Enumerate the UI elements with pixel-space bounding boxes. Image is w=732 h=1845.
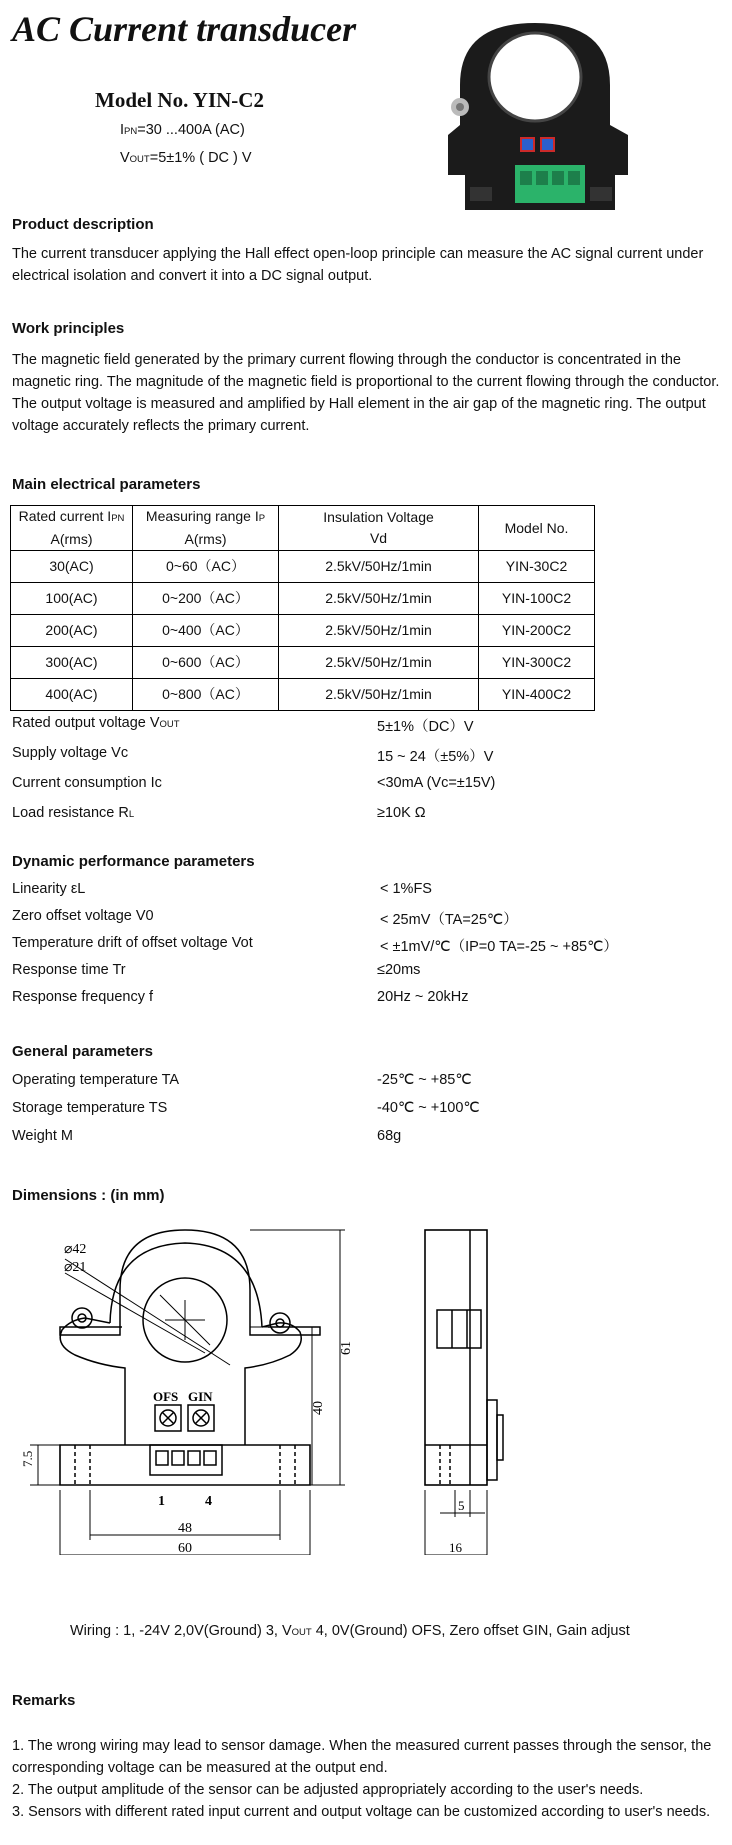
param-value: -40℃ ~ +100℃ [377, 1100, 480, 1116]
table-row: 400(AC) 0~800（AC） 2.5kV/50Hz/1min YIN-400C2 [11, 679, 595, 711]
work-principles-text: The magnetic field generated by the primary current flowing through the conductor is concentrated in the magnetic ring. The magnitude of the magnetic field is proportional to the current flowing through the conductor. The output voltage is measured and amplified by Hall element in the air gap of the magnetic ring. The output voltage accurately reflects the primary current. [12, 352, 720, 434]
wiring-text: Wiring : 1, -24V 2,0V(Ground) 3, VOUT 4, 0V(Ground) OFS, Zero offset GIN, Gain adjust [70, 1623, 630, 1639]
dimensions-drawing [0, 1205, 732, 1555]
pin-label: 1 [158, 1494, 165, 1509]
dim-label: ⌀21 [64, 1260, 87, 1275]
dim-label: 48 [178, 1521, 192, 1536]
param-label: Response time Tr [12, 962, 126, 978]
remark-item: 1. The wrong wiring may lead to sensor damage. When the measured current passes through the sensor, the corresponding voltage can be measured at the output end. [12, 1738, 712, 1776]
table-row: 200(AC) 0~400（AC） 2.5kV/50Hz/1min YIN-200C2 [11, 615, 595, 647]
param-label: Storage temperature TS [12, 1100, 168, 1116]
general-heading: General parameters [12, 1043, 153, 1060]
dim-label: 40 [311, 1401, 326, 1415]
dimensions-heading: Dimensions : (in mm) [12, 1187, 165, 1204]
pin-label: 4 [205, 1494, 212, 1509]
param-value: 68g [377, 1128, 402, 1144]
param-value: < ±1mV/℃（IP=0 TA=-25 ~ +85℃） [380, 939, 618, 955]
col-rated: Rated current IPN A(rms) [11, 506, 133, 551]
dim-label: ⌀42 [64, 1242, 87, 1257]
table-row: 30(AC) 0~60（AC） 2.5kV/50Hz/1min YIN-30C2 [11, 551, 595, 583]
param-label: Current consumption Ic [12, 775, 162, 791]
col-model: Model No. [479, 506, 595, 551]
ofs-label: OFS [153, 1389, 179, 1404]
remark-item: 3. Sensors with different rated input current and output voltage can be customized according to user's needs. [12, 1804, 711, 1820]
col-range: Measuring range IP A(rms) [133, 506, 279, 551]
param-label: Rated output voltage VOUT [12, 715, 180, 731]
col-insulation: Insulation Voltage Vd [279, 506, 479, 551]
param-label: Weight M [12, 1128, 73, 1144]
param-value: <30mA (Vc=±15V) [377, 775, 496, 791]
param-label: Response frequency f [12, 989, 154, 1005]
product-description-text: The current transducer applying the Hall effect open-loop principle can measure the AC signal current under electrical isolation and convert it into a DC signal output. [12, 246, 704, 284]
param-label: Load resistance RL [12, 805, 135, 821]
param-value: 5±1%（DC）V [377, 719, 474, 735]
ipn-spec: IPN=30 ...400A (AC) [120, 122, 245, 138]
param-value: < 1%FS [380, 881, 432, 897]
param-value: ≥10K Ω [377, 805, 426, 821]
table-row: 300(AC) 0~600（AC） 2.5kV/50Hz/1min YIN-300C2 [11, 647, 595, 679]
dim-label: 60 [178, 1541, 192, 1555]
param-label: Operating temperature TA [12, 1072, 180, 1088]
product-photo [440, 15, 635, 225]
product-description-heading: Product description [12, 216, 154, 233]
work-principles-heading: Work principles [12, 320, 125, 337]
param-label: Linearity εL [12, 881, 86, 897]
param-label: Zero offset voltage V0 [12, 908, 154, 924]
dynamic-heading: Dynamic performance parameters [12, 853, 255, 870]
remarks-heading: Remarks [12, 1692, 76, 1709]
dim-label: 5 [458, 1498, 465, 1513]
param-value: ≤20ms [377, 962, 421, 978]
dim-label: 16 [449, 1540, 462, 1555]
dim-label: 61 [339, 1341, 354, 1355]
gin-label: GIN [188, 1389, 213, 1404]
param-value: 20Hz ~ 20kHz [377, 989, 469, 1005]
model-number: Model No. YIN-C2 [95, 88, 264, 112]
main-params-table [10, 505, 595, 711]
param-value: < 25mV（TA=25℃） [380, 912, 518, 928]
remark-item: 2. The output amplitude of the sensor can be adjusted appropriately according to the user's needs. [12, 1782, 644, 1798]
param-label: Supply voltage Vc [12, 745, 129, 761]
dim-label: 7.5 [20, 1450, 35, 1467]
main-params-heading: Main electrical parameters [12, 476, 201, 493]
param-value: -25℃ ~ +85℃ [377, 1072, 472, 1088]
table-row: 100(AC) 0~200（AC） 2.5kV/50Hz/1min YIN-100C2 [11, 583, 595, 615]
param-value: 15 ~ 24（±5%）V [377, 749, 494, 765]
vout-spec: VOUT=5±1% ( DC ) V [120, 150, 252, 166]
param-label: Temperature drift of offset voltage Vot [12, 935, 253, 951]
page-title: AC Current transducer [12, 9, 357, 49]
